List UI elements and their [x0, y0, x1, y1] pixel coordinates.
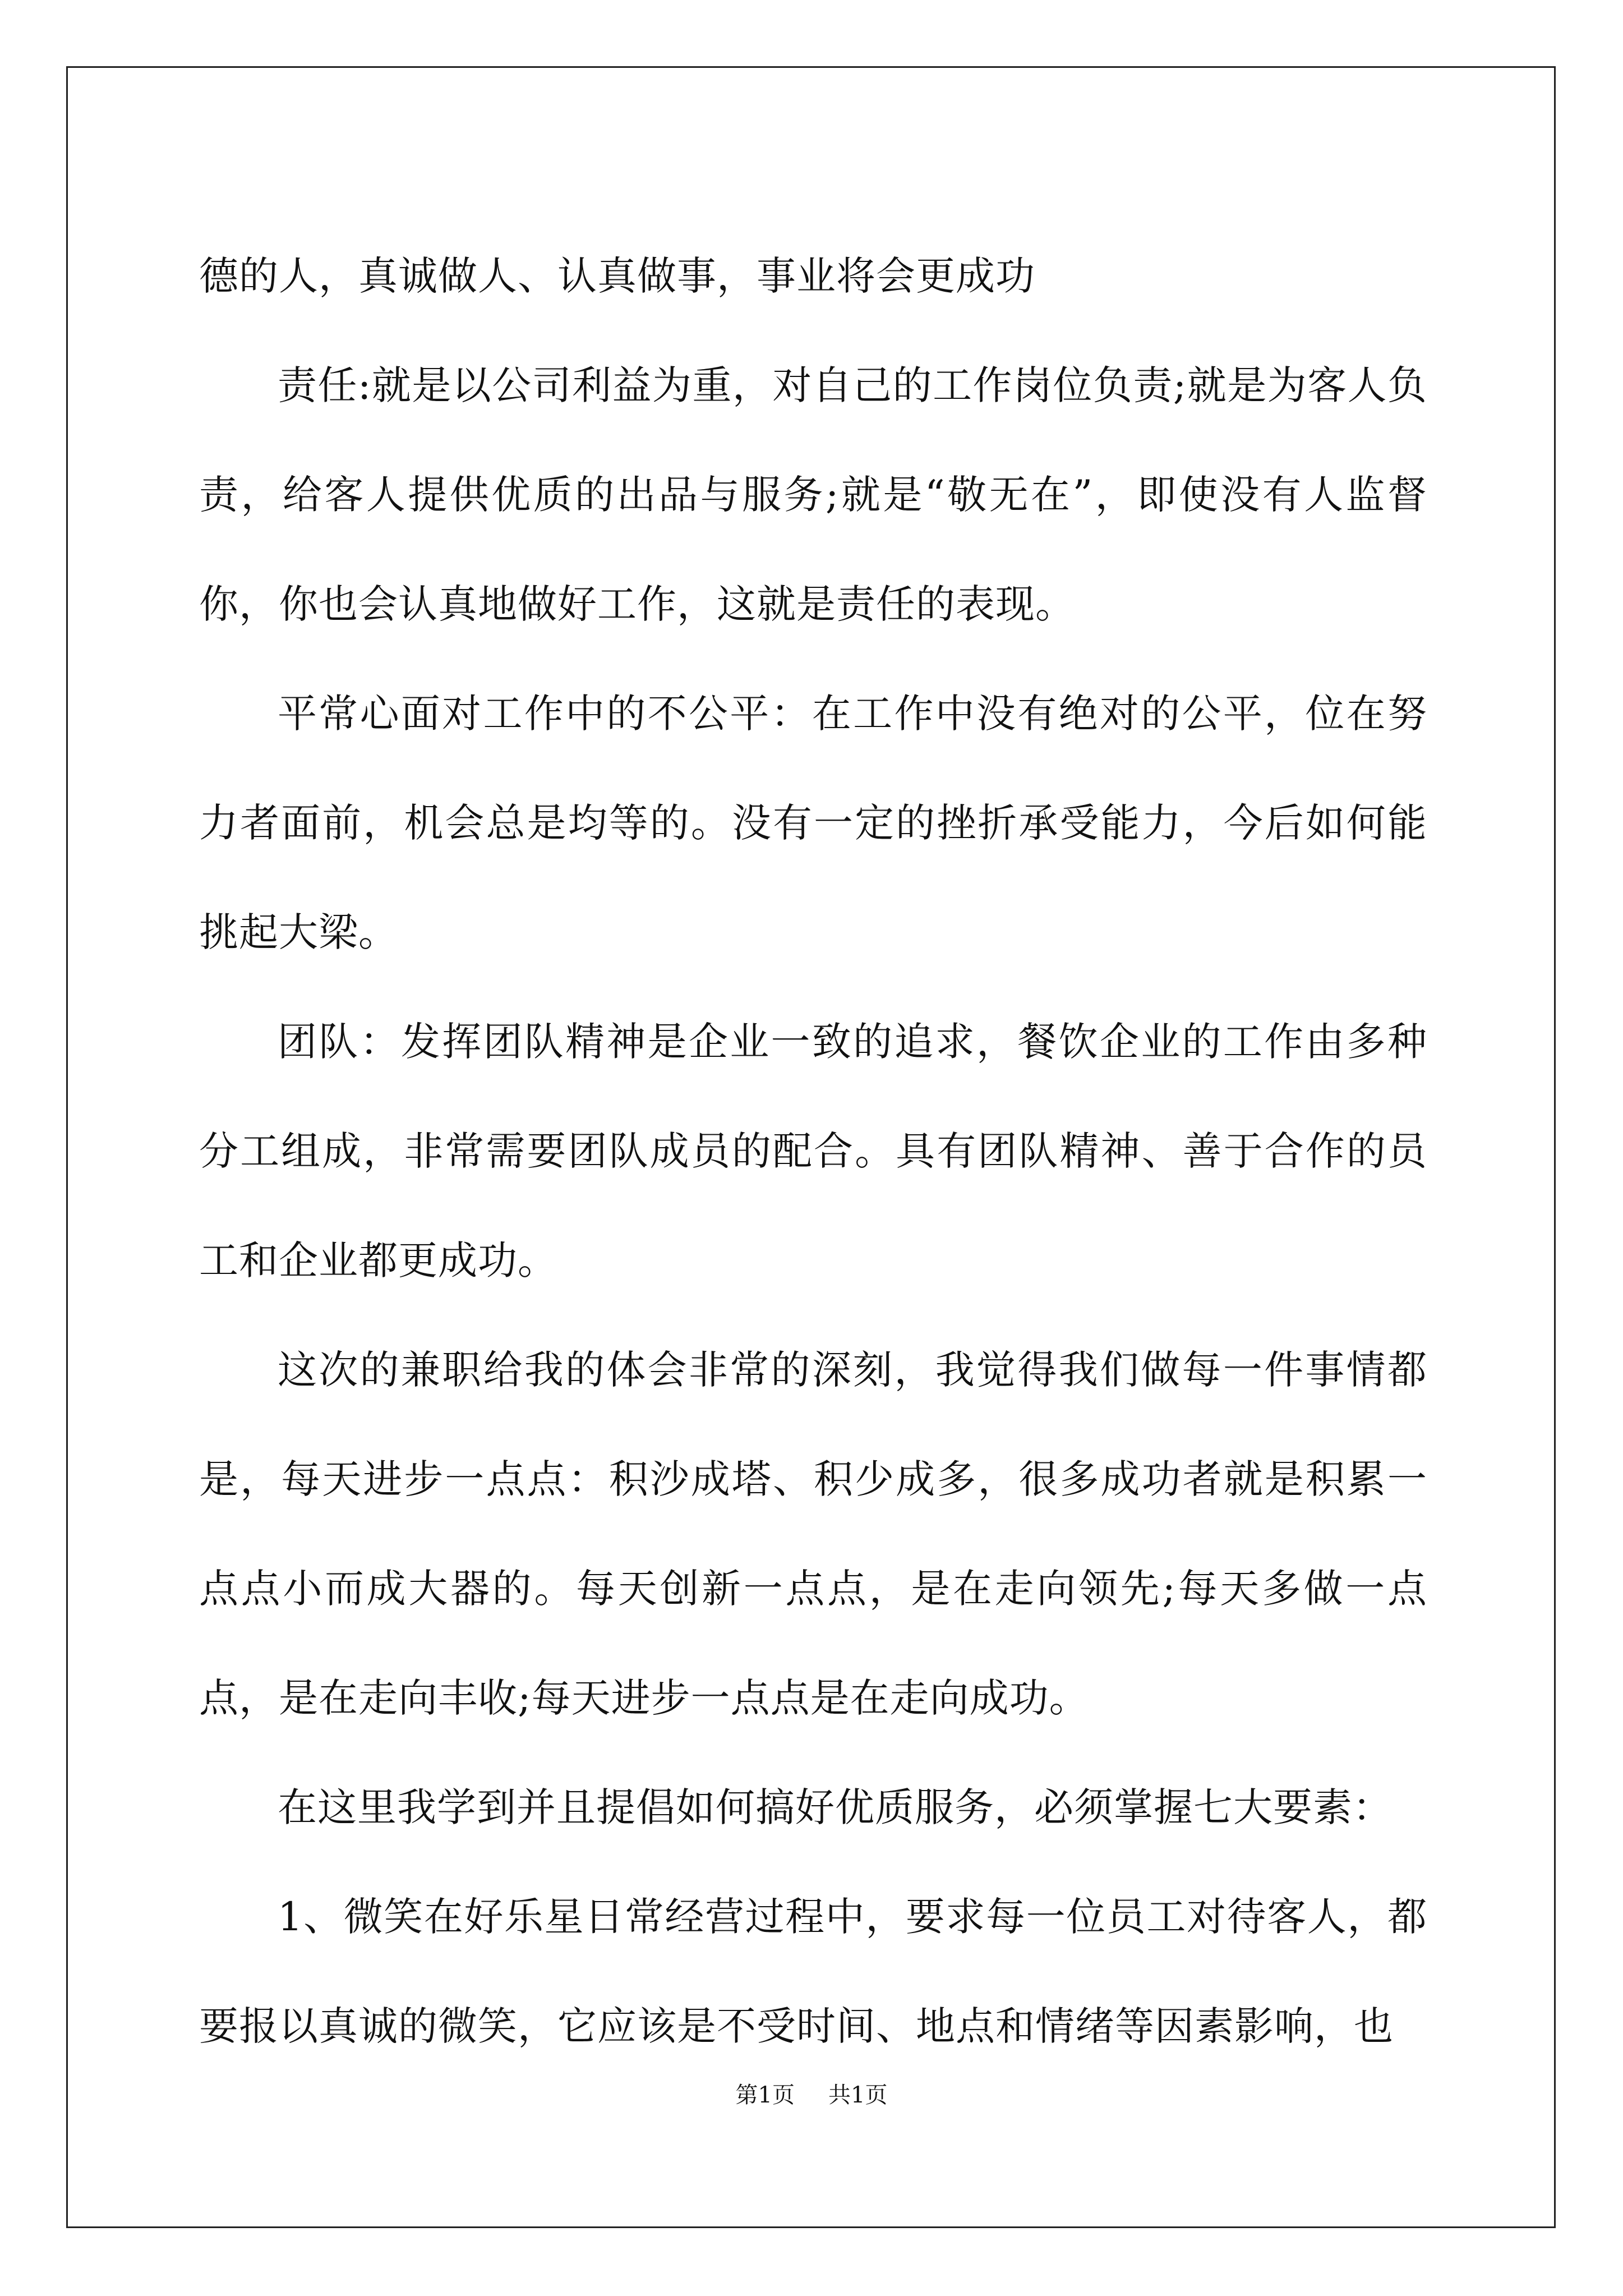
document-body: [199, 222, 1427, 2081]
paragraph-team: 团队：发挥团队精神是企业一致的追求，餐饮企业的工作由多种分工组成，非常需要团队成员的配合。具有团队精神、善于合作的员工和企业都更成功。: [199, 1019, 1427, 1283]
paragraph-smile: 1、微笑在好乐星日常经营过程中，要求每一位员工对待客人，都要报以真诚的微笑，它应该是不受时间、地点和情绪等因素影响，也: [199, 1894, 1427, 2049]
paragraph-experience: 这次的兼职给我的体会非常的深刻，我觉得我们做每一件事情都是，每天进步一点点：积沙成塔、积少成多，很多成功者就是积累一点点小而成大器的。每天创新一点点，是在走向领先;每天多做一点点，是在走向丰收;每天进步一点点是在走向成功。: [199, 1347, 1427, 1721]
page-number: 第1页: [735, 2082, 795, 2108]
page-total: 共1页: [828, 2082, 888, 2108]
page-footer: [0, 2078, 1623, 2112]
paragraph-service-intro: 在这里我学到并且提倡如何搞好优质服务，必须掌握七大要素：: [278, 1784, 1393, 1830]
paragraph-continuation: 德的人，真诚做人、认真做事，事业将会更成功: [199, 253, 1035, 299]
paragraph-fairness: 平常心面对工作中的不公平：在工作中没有绝对的公平，位在努力者面前，机会总是均等的。没有一定的挫折承受能力，今后如何能挑起大梁。: [199, 691, 1427, 955]
paragraph-responsibility: 责任:就是以公司利益为重，对自己的工作岗位负责;就是为客人负责，给客人提供优质的出品与服务;就是“敬无在”，即使没有人监督你，你也会认真地做好工作，这就是责任的表现。: [199, 362, 1427, 627]
